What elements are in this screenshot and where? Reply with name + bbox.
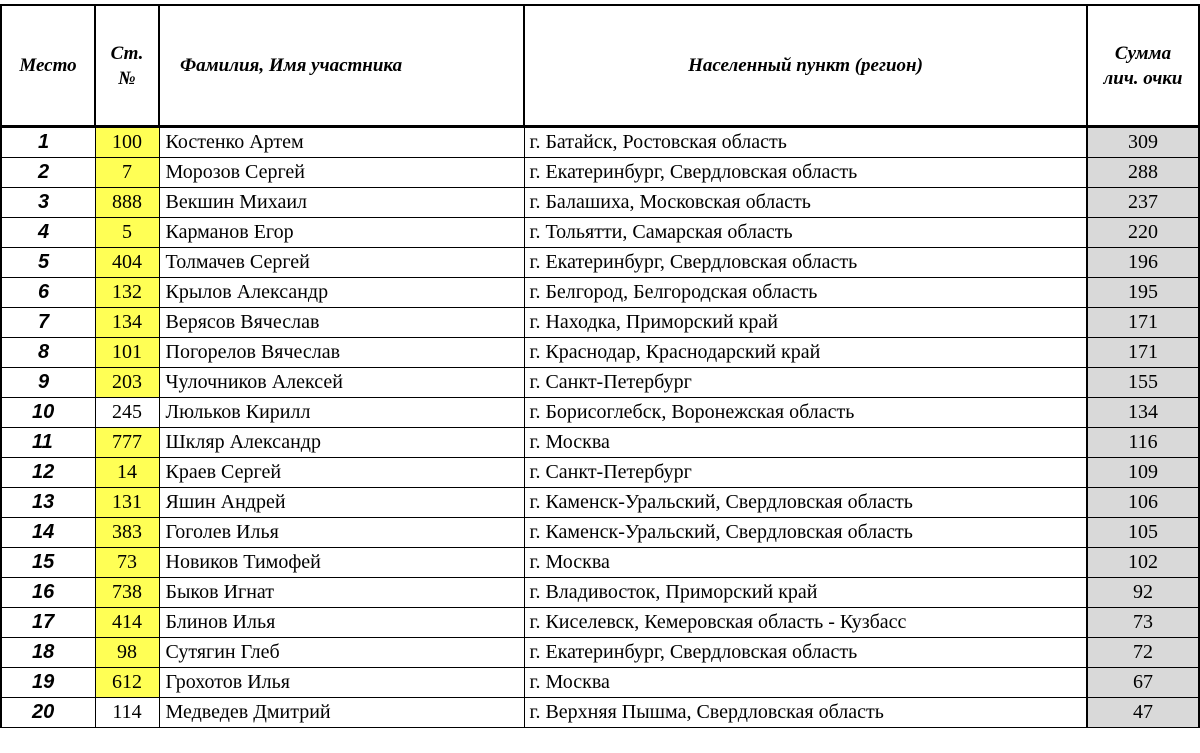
- header-start-number: [95, 5, 159, 127]
- place-cell: 9: [1, 368, 95, 398]
- points-sum-cell: 237: [1087, 188, 1199, 218]
- table-row: [1, 458, 1199, 488]
- participant-name-cell: Шкляр Александр: [159, 428, 524, 458]
- locality-cell: г. Санкт-Петербург: [524, 458, 1087, 488]
- place-cell: 4: [1, 218, 95, 248]
- table-row: [1, 608, 1199, 638]
- table-row: [1, 518, 1199, 548]
- place-cell: 2: [1, 158, 95, 188]
- points-sum-cell: 102: [1087, 548, 1199, 578]
- locality-cell: г. Белгород, Белгородская область: [524, 278, 1087, 308]
- header-start-number-line2: №: [118, 67, 136, 89]
- participant-name-cell: Чулочников Алексей: [159, 368, 524, 398]
- table-row: [1, 548, 1199, 578]
- points-sum-cell: 288: [1087, 158, 1199, 188]
- start-number-cell: 612: [95, 668, 159, 698]
- start-number-cell: 98: [95, 638, 159, 668]
- table-row: [1, 698, 1199, 728]
- table-row: [1, 188, 1199, 218]
- participant-name-cell: Гоголев Илья: [159, 518, 524, 548]
- start-number-cell: 404: [95, 248, 159, 278]
- header-start-number-line1: Ст.: [110, 42, 144, 64]
- start-number-cell: 777: [95, 428, 159, 458]
- place-cell: 5: [1, 248, 95, 278]
- participant-name-cell: Верясов Вячеслав: [159, 308, 524, 338]
- points-sum-cell: 67: [1087, 668, 1199, 698]
- header-points-sum-line1: Сумма: [1114, 42, 1172, 64]
- start-number-cell: 101: [95, 338, 159, 368]
- start-number-cell: 7: [95, 158, 159, 188]
- participant-name-cell: Люльков Кирилл: [159, 398, 524, 428]
- participant-name-cell: Морозов Сергей: [159, 158, 524, 188]
- place-cell: 7: [1, 308, 95, 338]
- place-cell: 10: [1, 398, 95, 428]
- participant-name-cell: Блинов Илья: [159, 608, 524, 638]
- locality-cell: г. Батайск, Ростовская область: [524, 127, 1087, 158]
- locality-cell: г. Верхняя Пышма, Свердловская область: [524, 698, 1087, 728]
- start-number-cell: 14: [95, 458, 159, 488]
- header-points-sum: [1087, 5, 1199, 127]
- table-row: [1, 278, 1199, 308]
- participant-name-cell: Сутягин Глеб: [159, 638, 524, 668]
- place-cell: 15: [1, 548, 95, 578]
- table-row: [1, 398, 1199, 428]
- start-number-cell: 738: [95, 578, 159, 608]
- participant-name-cell: Новиков Тимофей: [159, 548, 524, 578]
- start-number-cell: 132: [95, 278, 159, 308]
- place-cell: 18: [1, 638, 95, 668]
- table-row: [1, 248, 1199, 278]
- place-cell: 8: [1, 338, 95, 368]
- points-sum-cell: 73: [1087, 608, 1199, 638]
- table-row: [1, 158, 1199, 188]
- place-cell: 11: [1, 428, 95, 458]
- start-number-cell: 414: [95, 608, 159, 638]
- locality-cell: г. Екатеринбург, Свердловская область: [524, 248, 1087, 278]
- locality-cell: г. Находка, Приморский край: [524, 308, 1087, 338]
- start-number-cell: 131: [95, 488, 159, 518]
- table-body: [1, 127, 1199, 728]
- table-row: [1, 488, 1199, 518]
- locality-cell: г. Киселевск, Кемеровская область - Кузбасс: [524, 608, 1087, 638]
- table-row: [1, 127, 1199, 158]
- points-sum-cell: 106: [1087, 488, 1199, 518]
- header-locality: Населенный пункт (регион): [524, 5, 1087, 127]
- points-sum-cell: 171: [1087, 338, 1199, 368]
- start-number-cell: 203: [95, 368, 159, 398]
- start-number-cell: 888: [95, 188, 159, 218]
- participant-name-cell: Крылов Александр: [159, 278, 524, 308]
- locality-cell: г. Санкт-Петербург: [524, 368, 1087, 398]
- table-row: [1, 638, 1199, 668]
- points-sum-cell: 105: [1087, 518, 1199, 548]
- start-number-cell: 73: [95, 548, 159, 578]
- locality-cell: г. Балашиха, Московская область: [524, 188, 1087, 218]
- start-number-cell: 245: [95, 398, 159, 428]
- locality-cell: г. Москва: [524, 548, 1087, 578]
- table-row: [1, 578, 1199, 608]
- participant-name-cell: Карманов Егор: [159, 218, 524, 248]
- header-points-sum-line2: лич. очки: [1103, 67, 1183, 89]
- participant-name-cell: Грохотов Илья: [159, 668, 524, 698]
- points-sum-cell: 155: [1087, 368, 1199, 398]
- participant-name-cell: Быков Игнат: [159, 578, 524, 608]
- locality-cell: г. Каменск-Уральский, Свердловская область: [524, 488, 1087, 518]
- place-cell: 19: [1, 668, 95, 698]
- participant-name-cell: Яшин Андрей: [159, 488, 524, 518]
- points-sum-cell: 171: [1087, 308, 1199, 338]
- start-number-cell: 5: [95, 218, 159, 248]
- table-row: [1, 338, 1199, 368]
- table-row: [1, 368, 1199, 398]
- locality-cell: г. Екатеринбург, Свердловская область: [524, 158, 1087, 188]
- points-sum-cell: 309: [1087, 127, 1199, 158]
- points-sum-cell: 72: [1087, 638, 1199, 668]
- participant-name-cell: Погорелов Вячеслав: [159, 338, 524, 368]
- locality-cell: г. Каменск-Уральский, Свердловская область: [524, 518, 1087, 548]
- table-row: [1, 428, 1199, 458]
- place-cell: 12: [1, 458, 95, 488]
- locality-cell: г. Тольятти, Самарская область: [524, 218, 1087, 248]
- table-row: [1, 308, 1199, 338]
- table-header: [1, 5, 1199, 127]
- results-table: [0, 4, 1200, 728]
- points-sum-cell: 109: [1087, 458, 1199, 488]
- place-cell: 13: [1, 488, 95, 518]
- header-row: [1, 5, 1199, 127]
- points-sum-cell: 116: [1087, 428, 1199, 458]
- participant-name-cell: Векшин Михаил: [159, 188, 524, 218]
- locality-cell: г. Краснодар, Краснодарский край: [524, 338, 1087, 368]
- locality-cell: г. Москва: [524, 428, 1087, 458]
- points-sum-cell: 92: [1087, 578, 1199, 608]
- place-cell: 1: [1, 127, 95, 158]
- header-place: Место: [1, 5, 95, 127]
- table-row: [1, 218, 1199, 248]
- place-cell: 20: [1, 698, 95, 728]
- locality-cell: г. Владивосток, Приморский край: [524, 578, 1087, 608]
- place-cell: 17: [1, 608, 95, 638]
- start-number-cell: 134: [95, 308, 159, 338]
- points-sum-cell: 47: [1087, 698, 1199, 728]
- start-number-cell: 100: [95, 127, 159, 158]
- participant-name-cell: Медведев Дмитрий: [159, 698, 524, 728]
- participant-name-cell: Костенко Артем: [159, 127, 524, 158]
- place-cell: 3: [1, 188, 95, 218]
- locality-cell: г. Екатеринбург, Свердловская область: [524, 638, 1087, 668]
- header-participant-name: Фамилия, Имя участника: [159, 5, 524, 127]
- points-sum-cell: 195: [1087, 278, 1199, 308]
- locality-cell: г. Москва: [524, 668, 1087, 698]
- place-cell: 16: [1, 578, 95, 608]
- start-number-cell: 383: [95, 518, 159, 548]
- place-cell: 14: [1, 518, 95, 548]
- points-sum-cell: 196: [1087, 248, 1199, 278]
- locality-cell: г. Борисоглебск, Воронежская область: [524, 398, 1087, 428]
- participant-name-cell: Толмачев Сергей: [159, 248, 524, 278]
- start-number-cell: 114: [95, 698, 159, 728]
- place-cell: 6: [1, 278, 95, 308]
- points-sum-cell: 134: [1087, 398, 1199, 428]
- points-sum-cell: 220: [1087, 218, 1199, 248]
- table-row: [1, 668, 1199, 698]
- participant-name-cell: Краев Сергей: [159, 458, 524, 488]
